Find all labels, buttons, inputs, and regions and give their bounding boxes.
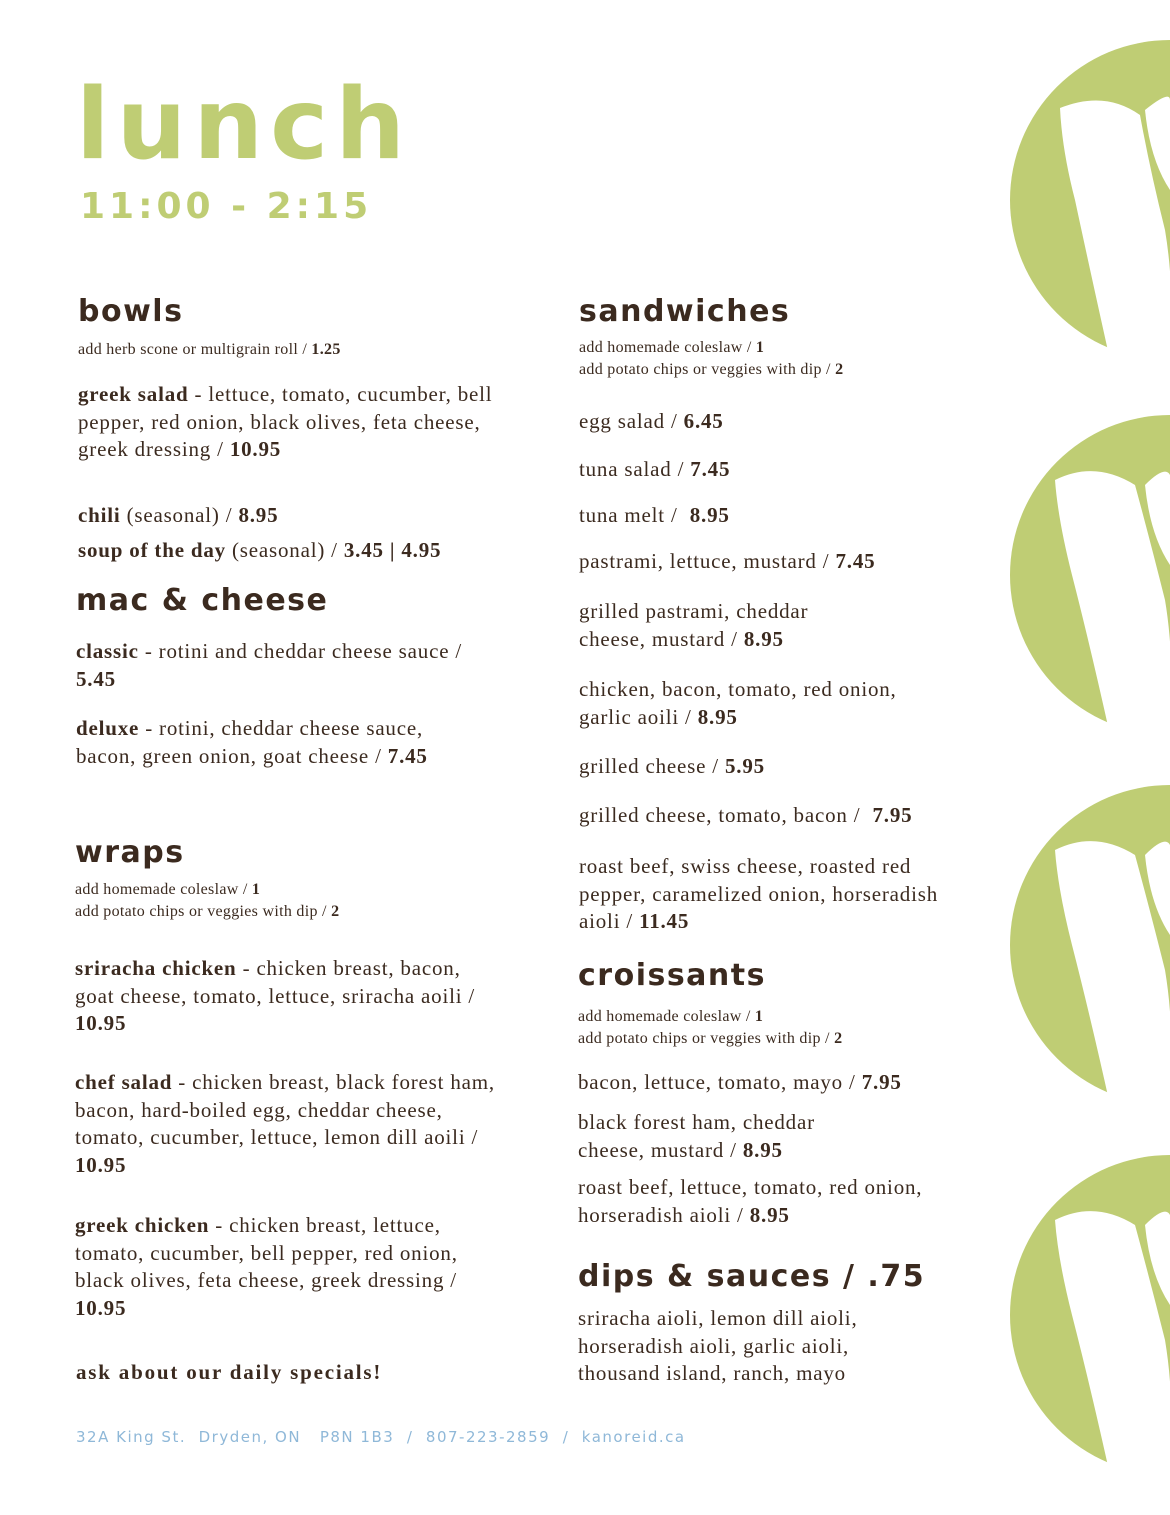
menu-item-tuna-salad: tuna salad / 7.45 bbox=[579, 457, 731, 481]
dips-sauces-list: sriracha aioli, lemon dill aioli, horseradish aioli, garlic aioli, thousand island, ranch, mayo bbox=[578, 1306, 858, 1385]
menu-item-sriracha-chicken: sriracha chicken - chicken breast, bacon, goat cheese, tomato, lettuce, sriracha aoili / 10.95 bbox=[75, 956, 476, 1035]
sandwiches-addon-notes bbox=[579, 337, 999, 381]
leaf-circle-icon bbox=[1010, 415, 1170, 735]
leaf-circle-icon bbox=[1010, 785, 1170, 1105]
menu-item-roast-beef-croissant: roast beef, lettuce, tomato, red onion, horseradish aioli / 8.95 bbox=[578, 1175, 923, 1227]
addon-note: add potato chips or veggies with dip / 2 bbox=[579, 361, 844, 378]
menu-item-blt-croissant: bacon, lettuce, tomato, mayo / 7.95 bbox=[578, 1070, 902, 1094]
daily-specials-note: ask about our daily specials! bbox=[76, 1360, 383, 1384]
wraps-addon-notes bbox=[75, 879, 515, 923]
menu-item-chef-salad: chef salad - chicken breast, black forest ham, bacon, hard-boiled egg, cheddar cheese, tomato, cucumber, lettuce, lemon dill aoili / 10.95 bbox=[75, 1070, 495, 1177]
menu-item-deluxe: deluxe - rotini, cheddar cheese sauce, bacon, green onion, goat cheese / 7.45 bbox=[76, 716, 428, 768]
menu-item-greek-chicken: greek chicken - chicken breast, lettuce, tomato, cucumber, bell pepper, red onion, black olives, feta cheese, greek dressing / 10.95 bbox=[75, 1213, 458, 1320]
bowls-addon-note: add herb scone or multigrain roll / 1.25 bbox=[78, 341, 341, 358]
menu-item-ham-croissant: black forest ham, cheddar cheese, mustard / 8.95 bbox=[578, 1110, 815, 1162]
section-heading-wraps: wraps bbox=[75, 835, 185, 870]
croissants-addon-notes bbox=[578, 1006, 998, 1050]
addon-note: add potato chips or veggies with dip / 2 bbox=[75, 903, 340, 920]
menu-item-roast-beef-swiss: roast beef, swiss cheese, roasted red pepper, caramelized onion, horseradish aioli / 11.45 bbox=[579, 854, 939, 933]
lunch-hours: 11:00 - 2:15 bbox=[80, 186, 373, 227]
menu-item-greek-salad: greek salad - lettuce, tomato, cucumber, bell pepper, red onion, black olives, feta cheese, greek dressing / 10.95 bbox=[78, 382, 493, 461]
menu-item-grilled-cheese: grilled cheese / 5.95 bbox=[579, 754, 765, 778]
menu-item-soup-of-the-day: soup of the day (seasonal) / 3.45 | 4.95 bbox=[78, 538, 442, 562]
menu-item-chicken-bacon: chicken, bacon, tomato, red onion, garlic aoili / 8.95 bbox=[579, 677, 897, 729]
leaf-circle-icon bbox=[1000, 0, 1170, 1515]
menu-item-pastrami: pastrami, lettuce, mustard / 7.45 bbox=[579, 549, 876, 573]
menu-item-egg-salad: egg salad / 6.45 bbox=[579, 409, 724, 433]
menu-item-chili: chili (seasonal) / 8.95 bbox=[78, 503, 279, 527]
addon-note: add potato chips or veggies with dip / 2 bbox=[578, 1030, 843, 1047]
leaf-circle-icon bbox=[1010, 40, 1170, 360]
menu-item-classic: classic - rotini and cheddar cheese sauce / 5.45 bbox=[76, 639, 463, 691]
section-heading-sandwiches: sandwiches bbox=[579, 294, 791, 329]
addon-note: add homemade coleslaw / 1 bbox=[75, 881, 261, 898]
addon-note: add homemade coleslaw / 1 bbox=[579, 339, 765, 356]
section-heading-mac-cheese: mac & cheese bbox=[76, 583, 329, 618]
menu-item-grilled-cheese-tomato-bacon: grilled cheese, tomato, bacon / 7.95 bbox=[579, 803, 913, 827]
leaf-circle-icon bbox=[1010, 1155, 1170, 1475]
section-heading-bowls: bowls bbox=[78, 294, 184, 329]
menu-item-grilled-pastrami: grilled pastrami, cheddar cheese, mustard / 8.95 bbox=[579, 599, 809, 651]
section-heading-dips-sauces: dips & sauces / .75 bbox=[578, 1259, 926, 1294]
menu-item-tuna-melt: tuna melt / 8.95 bbox=[579, 503, 730, 527]
addon-note: add homemade coleslaw / 1 bbox=[578, 1008, 764, 1025]
menu-title: lunch bbox=[76, 68, 412, 182]
section-heading-croissants: croissants bbox=[578, 958, 766, 993]
footer-contact-info: 32A King St. Dryden, ON P8N 1B3 / 807-223-2859 / kanoreid.ca bbox=[76, 1428, 686, 1446]
